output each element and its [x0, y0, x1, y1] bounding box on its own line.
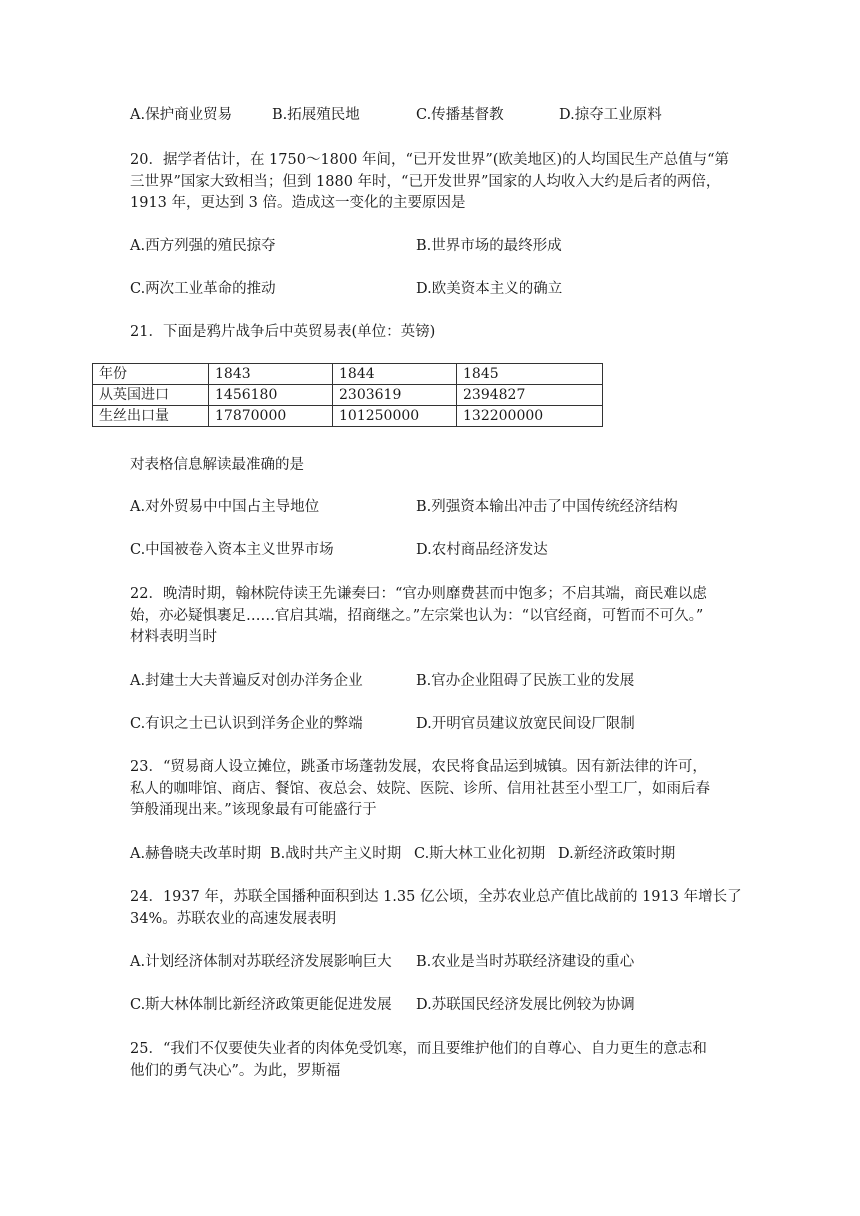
q23-option-a: A.赫鲁晓夫改革时期 — [130, 846, 262, 862]
q20-stem-line-1: 20．据学者估计，在 1750～1800 年间，“已开发世界”(欧美地区)的人均国民生产总值与“第 — [130, 152, 730, 168]
q22-stem-line-2: 始，亦必疑惧裹足……官启其端，招商继之。”左宗棠也认为：“以官经商，可暂而不可久。” — [130, 608, 704, 624]
table-row — [93, 364, 603, 385]
q20-option-a: A.西方列强的殖民掠夺 — [130, 238, 276, 254]
q24-option-b: B.农业是当时苏联经济建设的重心 — [416, 954, 635, 970]
table-cell: 1844 — [333, 364, 457, 385]
trade-table — [92, 363, 603, 427]
table-row — [93, 406, 603, 427]
q24-option-d: D.苏联国民经济发展比例较为协调 — [416, 997, 635, 1013]
table-cell: 101250000 — [333, 406, 457, 427]
table-cell: 1843 — [209, 364, 333, 385]
q23-stem-line-2: 私人的咖啡馆、商店、餐馆、夜总会、妓院、医院、诊所、信用社甚至小型工厂，如雨后春 — [130, 781, 710, 797]
q23-option-d: D.新经济政策时期 — [558, 846, 676, 862]
q20-option-c: C.两次工业革命的推动 — [130, 281, 276, 297]
table-cell: 从英国进口 — [93, 385, 209, 406]
q23-stem-line-1: 23．“贸易商人设立摊位，跳蚤市场蓬勃发展，农民将食品运到城镇。因有新法律的许可， — [130, 759, 707, 775]
table-row — [93, 385, 603, 406]
q20-stem-line-2: 三世界”国家大致相当；但到 1880 年时，“已开发世界”国家的人均收入大约是后者的两倍， — [130, 174, 721, 190]
q22-option-d: D.开明官员建议放宽民间设厂限制 — [416, 716, 635, 732]
table-cell: 132200000 — [457, 406, 603, 427]
q24-stem-line-2: 34%。苏联农业的高速发展表明 — [130, 911, 337, 927]
q22-option-b: B.官办企业阻碍了民族工业的发展 — [416, 673, 635, 689]
q23-option-c: C.斯大林工业化初期 — [414, 846, 546, 862]
table-cell: 1845 — [457, 364, 603, 385]
q22-stem-line-1: 22．晚清时期，翰林院侍读王先谦奏曰：“官办则靡费甚而中饱多；不启其端，商民难以虑 — [130, 586, 707, 602]
q19-option-a: A.保护商业贸易 — [130, 107, 233, 123]
q21-option-d: D.农村商品经济发达 — [416, 542, 548, 558]
table-cell: 1456180 — [209, 385, 333, 406]
q21-option-a: A.对外贸易中中国占主导地位 — [130, 499, 320, 515]
table-cell: 2394827 — [457, 385, 603, 406]
table-cell: 年份 — [93, 364, 209, 385]
q24-stem-line-1: 24．1937 年，苏联全国播种面积到达 1.35 亿公顷，全苏农业总产值比战前的 1913 年增长了 — [130, 889, 742, 905]
q19-option-c: C.传播基督教 — [416, 107, 504, 123]
q22-stem-line-3: 材料表明当时 — [130, 629, 217, 645]
q21-option-c: C.中国被卷入资本主义世界市场 — [130, 542, 334, 558]
q20-stem-line-3: 1913 年，更达到 3 倍。造成这一变化的主要原因是 — [130, 195, 466, 211]
table-cell: 17870000 — [209, 406, 333, 427]
q23-stem-line-3: 笋般涌现出来。”该现象最有可能盛行于 — [130, 802, 377, 818]
q19-option-d: D.掠夺工业原料 — [559, 107, 662, 123]
q19-option-b: B.拓展殖民地 — [272, 107, 360, 123]
q21-option-b: B.列强资本输出冲击了中国传统经济结构 — [416, 499, 678, 515]
table-cell: 2303619 — [333, 385, 457, 406]
q24-option-c: C.斯大林体制比新经济政策更能促进发展 — [130, 997, 392, 1013]
q22-option-c: C.有识之士已认识到洋务企业的弊端 — [130, 716, 363, 732]
q22-option-a: A.封建士大夫普遍反对创办洋务企业 — [130, 673, 363, 689]
q21-question: 对表格信息解读最准确的是 — [130, 457, 304, 473]
table-cell: 生丝出口量 — [93, 406, 209, 427]
q21-stem: 21．下面是鸦片战争后中英贸易表(单位：英镑) — [130, 324, 436, 340]
q25-stem-line-1: 25．“我们不仅要使失业者的肉体免受饥寒，而且要维护他们的自尊心、自力更生的意志和 — [130, 1041, 707, 1057]
q24-option-a: A.计划经济体制对苏联经济发展影响巨大 — [130, 954, 392, 970]
q20-option-b: B.世界市场的最终形成 — [416, 238, 562, 254]
q25-stem-line-2: 他们的勇气决心”。为此，罗斯福 — [130, 1063, 341, 1079]
q23-option-b: B.战时共产主义时期 — [270, 846, 402, 862]
q20-option-d: D.欧美资本主义的确立 — [416, 281, 563, 297]
